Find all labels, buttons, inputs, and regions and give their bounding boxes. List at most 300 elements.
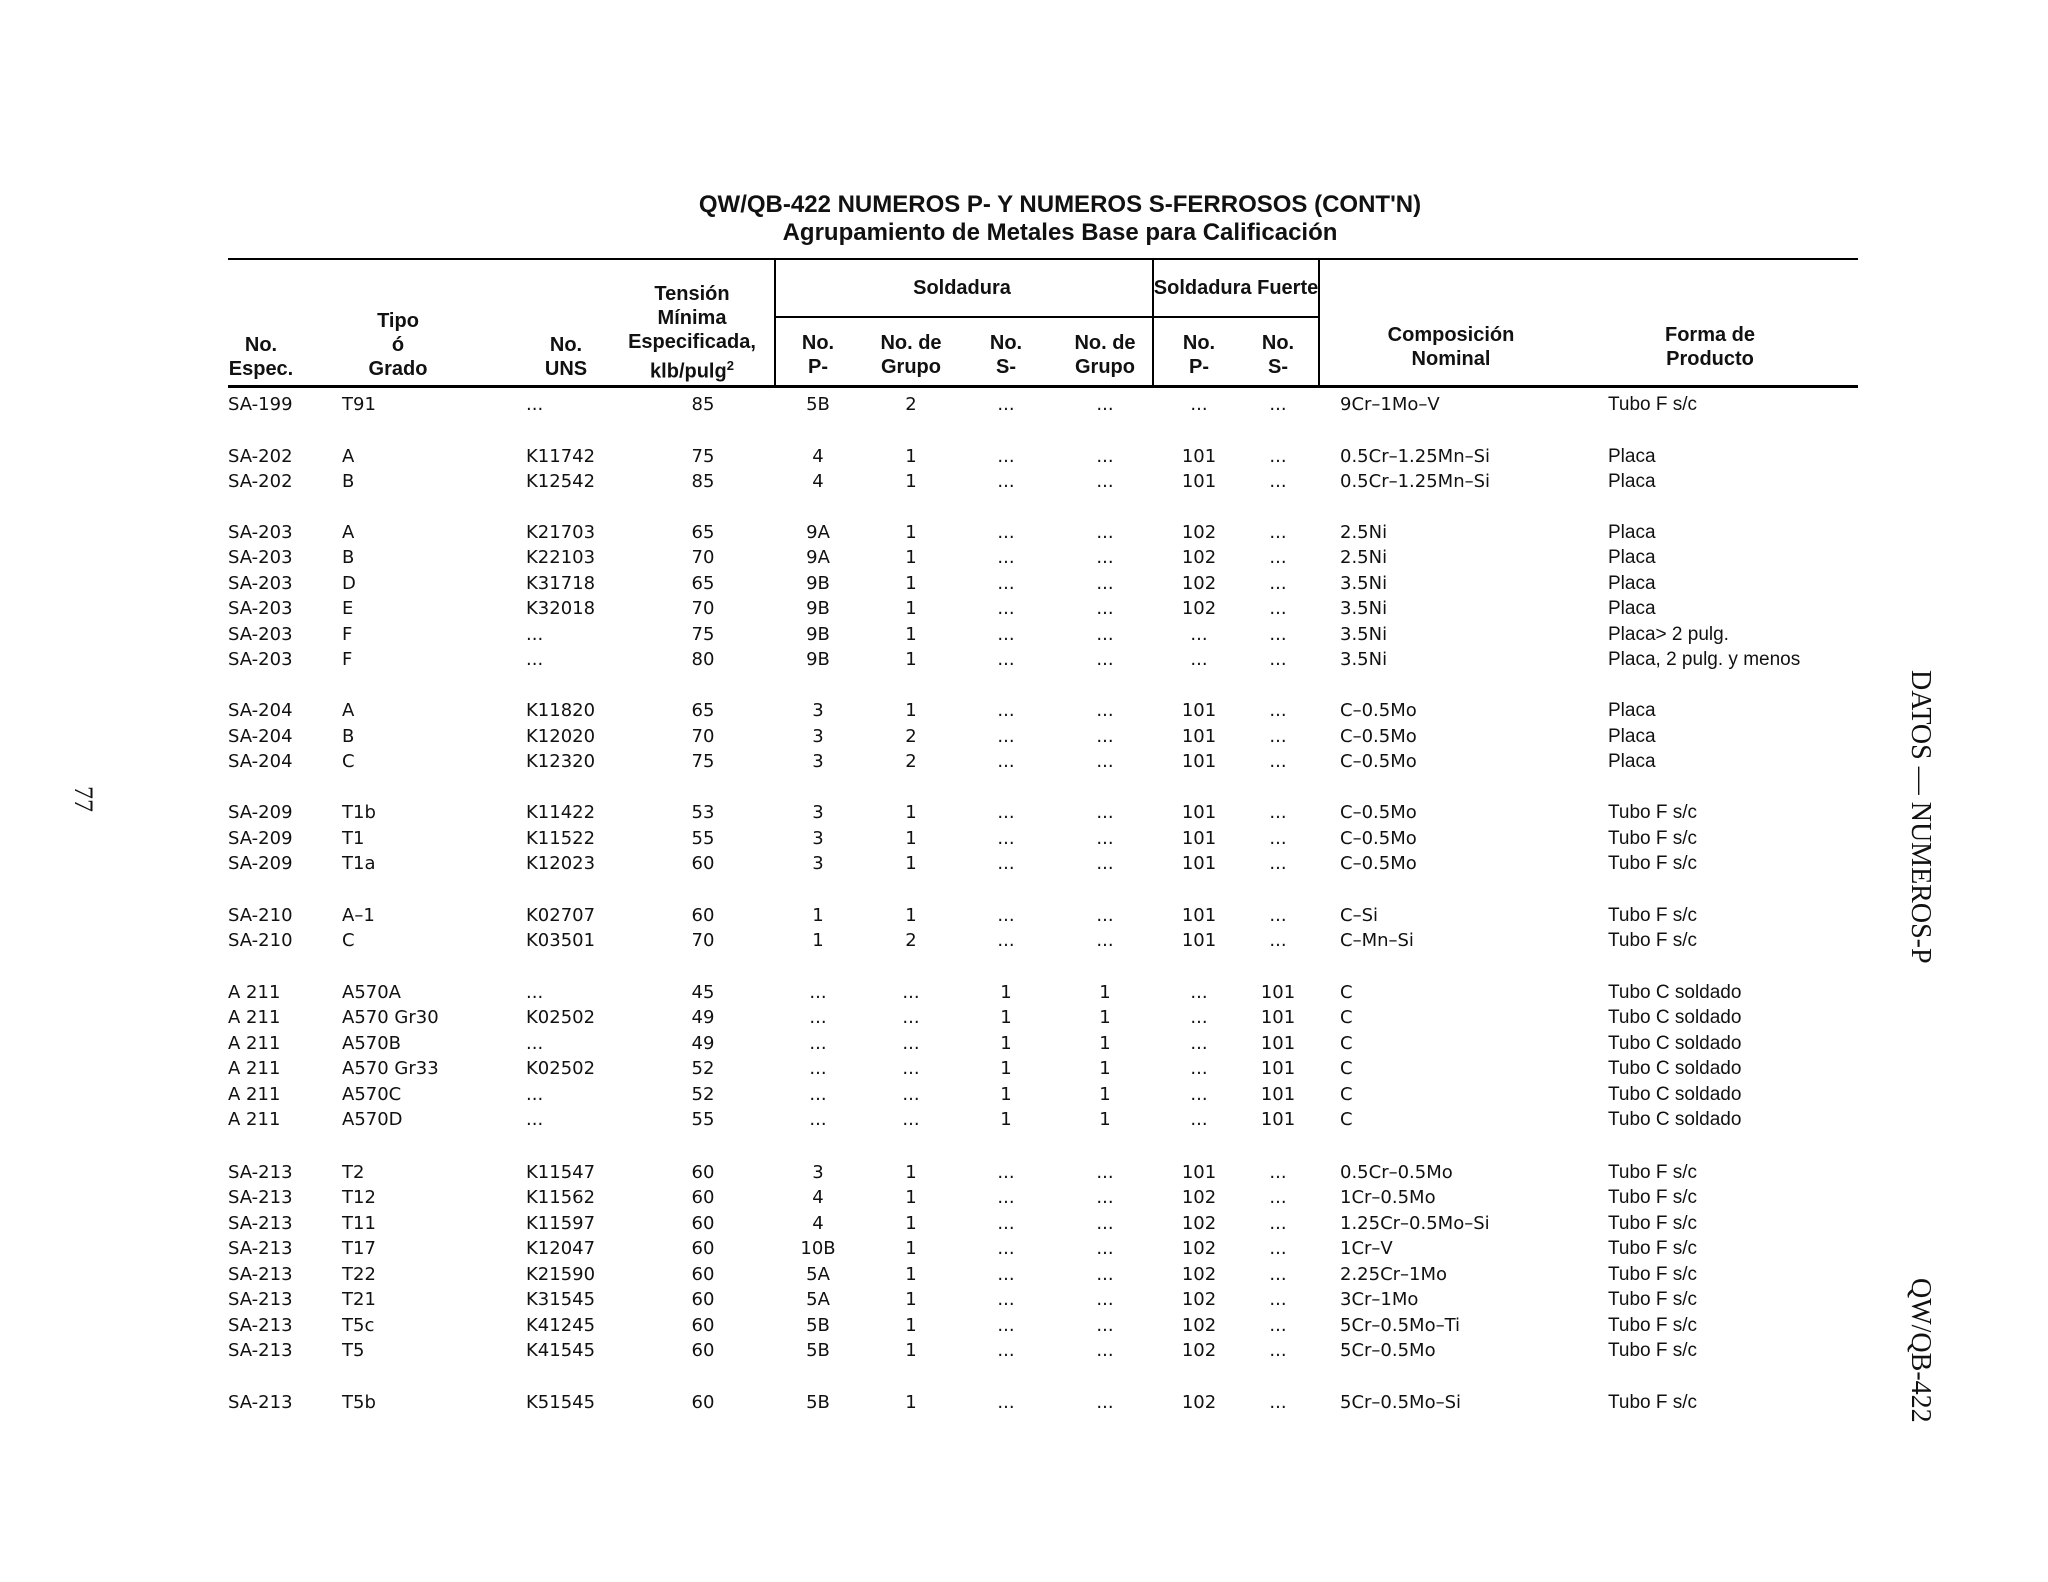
cell-composition: 1.25Cr–0.5Mo–Si [1340, 1213, 1490, 1234]
cell-type: C [342, 930, 355, 951]
cell-braze-s: ... [1269, 1187, 1287, 1208]
cell-weld-s: ... [997, 522, 1015, 543]
table-row [0, 826, 1900, 852]
cell-spec: SA-213 [228, 1187, 293, 1208]
cell-braze-p: 102 [1181, 598, 1217, 619]
cell-product-form: Placa [1608, 751, 1656, 772]
cell-product-form: Placa [1608, 547, 1656, 568]
cell-product-form: Tubo F s/c [1608, 1289, 1698, 1310]
cell-spec: SA-203 [228, 522, 293, 543]
cell-braze-p: ... [1190, 1033, 1208, 1054]
cell-braze-p: 101 [1181, 828, 1217, 849]
cell-weld-s-group: ... [1096, 930, 1114, 951]
cell-weld-p-group: 1 [905, 1238, 917, 1259]
cell-type: A570B [342, 1033, 402, 1054]
cell-uns: K21590 [526, 1264, 596, 1285]
table-row [0, 1082, 1900, 1108]
cell-weld-p: 4 [812, 471, 824, 492]
cell-tension: 75 [691, 624, 715, 645]
table-row [0, 1211, 1900, 1237]
cell-weld-s-group: ... [1096, 1213, 1114, 1234]
header-top-rule [228, 258, 1858, 260]
cell-weld-s-group: 1 [1099, 982, 1111, 1003]
cell-type: A570D [342, 1109, 403, 1130]
cell-weld-p-group: 2 [905, 751, 917, 772]
cell-type: T21 [342, 1289, 376, 1310]
cell-braze-s: ... [1269, 1264, 1287, 1285]
cell-braze-s: ... [1269, 522, 1287, 543]
cell-weld-p-group: ... [902, 982, 920, 1003]
cell-tension: 52 [691, 1058, 715, 1079]
cell-weld-p: ... [809, 1058, 827, 1079]
cell-weld-p: 9B [806, 598, 830, 619]
cell-spec: SA-213 [228, 1315, 293, 1336]
cell-weld-s-group: 1 [1099, 1084, 1111, 1105]
cell-weld-s: ... [997, 394, 1015, 415]
cell-braze-s: ... [1269, 1238, 1287, 1259]
cell-weld-p-group: 1 [905, 446, 917, 467]
cell-product-form: Tubo F s/c [1608, 1187, 1698, 1208]
cell-weld-p-group: 1 [905, 853, 917, 874]
cell-braze-p: ... [1190, 394, 1208, 415]
cell-composition: 5Cr–0.5Mo [1340, 1340, 1436, 1361]
cell-weld-p: 9A [806, 547, 830, 568]
cell-uns: K11522 [526, 828, 596, 849]
cell-weld-p: 5B [806, 1315, 830, 1336]
table-row [0, 545, 1900, 571]
cell-braze-p: 101 [1181, 751, 1217, 772]
header-braze-s: No. S- [1261, 332, 1295, 378]
cell-spec: SA-203 [228, 624, 293, 645]
table-row [0, 928, 1900, 954]
cell-braze-p: 101 [1181, 853, 1217, 874]
cell-tension: 55 [691, 828, 715, 849]
cell-tension: 65 [691, 573, 715, 594]
cell-weld-s-group: ... [1096, 522, 1114, 543]
cell-tension: 60 [691, 1392, 715, 1413]
cell-braze-s: ... [1269, 853, 1287, 874]
header-weld-p: No. P- [801, 332, 835, 378]
cell-tension: 60 [691, 1289, 715, 1310]
cell-composition: C–0.5Mo [1340, 802, 1417, 823]
cell-weld-s-group: ... [1096, 828, 1114, 849]
divider-soldadura-left [774, 259, 776, 386]
table-row [0, 724, 1900, 750]
cell-weld-p: 3 [812, 700, 824, 721]
cell-braze-p: 102 [1181, 1340, 1217, 1361]
cell-weld-s: ... [997, 547, 1015, 568]
cell-weld-s: 1 [1000, 1109, 1012, 1130]
cell-type: B [342, 726, 355, 747]
cell-product-form: Tubo C soldado [1608, 982, 1742, 1003]
cell-weld-s: 1 [1000, 1084, 1012, 1105]
cell-product-form: Tubo F s/c [1608, 1238, 1698, 1259]
cell-tension: 75 [691, 446, 715, 467]
header-soldadura-fuerte: Soldadura Fuerte [1153, 277, 1319, 299]
cell-braze-p: ... [1190, 982, 1208, 1003]
table-row [0, 1390, 1900, 1416]
table-row [0, 1262, 1900, 1288]
cell-weld-p: 4 [812, 1187, 824, 1208]
cell-weld-p-group: 2 [905, 930, 917, 951]
cell-weld-s-group: ... [1096, 726, 1114, 747]
cell-braze-s: ... [1269, 446, 1287, 467]
cell-composition: 2.5Ni [1340, 547, 1388, 568]
cell-product-form: Placa [1608, 700, 1656, 721]
table-row [0, 698, 1900, 724]
cell-composition: 0.5Cr–1.25Mn–Si [1340, 446, 1491, 467]
cell-weld-s: ... [997, 726, 1015, 747]
cell-type: A570 Gr30 [342, 1007, 439, 1028]
cell-braze-p: 101 [1181, 471, 1217, 492]
table-row [0, 392, 1900, 418]
cell-weld-s: ... [997, 802, 1015, 823]
cell-weld-s-group: 1 [1099, 1033, 1111, 1054]
cell-composition: 2.5Ni [1340, 522, 1388, 543]
table-row [0, 622, 1900, 648]
cell-composition: 1Cr–V [1340, 1238, 1393, 1259]
cell-weld-s: 1 [1000, 1058, 1012, 1079]
cell-weld-p-group: 1 [905, 1289, 917, 1310]
cell-braze-p: 101 [1181, 446, 1217, 467]
cell-composition: 3.5Ni [1340, 624, 1388, 645]
cell-weld-s: ... [997, 1213, 1015, 1234]
cell-spec: SA-202 [228, 471, 293, 492]
cell-braze-p: ... [1190, 1058, 1208, 1079]
cell-uns: K51545 [526, 1392, 596, 1413]
cell-spec: SA-203 [228, 649, 293, 670]
cell-weld-s-group: 1 [1099, 1058, 1111, 1079]
cell-product-form: Tubo C soldado [1608, 1033, 1742, 1054]
cell-braze-s: ... [1269, 1213, 1287, 1234]
table-row [0, 444, 1900, 470]
cell-composition: C–Mn–Si [1340, 930, 1414, 951]
cell-weld-p: 3 [812, 853, 824, 874]
cell-braze-p: 101 [1181, 700, 1217, 721]
table-row [0, 1031, 1900, 1057]
cell-product-form: Tubo F s/c [1608, 802, 1698, 823]
cell-uns: K02502 [526, 1058, 596, 1079]
cell-spec: SA-204 [228, 751, 293, 772]
cell-braze-p: ... [1190, 1007, 1208, 1028]
table-row [0, 749, 1900, 775]
cell-weld-s-group: ... [1096, 853, 1114, 874]
cell-type: B [342, 471, 355, 492]
cell-uns: K12320 [526, 751, 596, 772]
cell-tension: 60 [691, 1238, 715, 1259]
cell-uns: K31718 [526, 573, 596, 594]
cell-weld-p: 5B [806, 1392, 830, 1413]
cell-product-form: Tubo F s/c [1608, 1264, 1698, 1285]
cell-tension: 60 [691, 1162, 715, 1183]
cell-weld-p: 3 [812, 802, 824, 823]
cell-type: T1b [342, 802, 376, 823]
cell-type: A570 Gr33 [342, 1058, 439, 1079]
cell-product-form: Tubo C soldado [1608, 1084, 1742, 1105]
cell-composition: 3.5Ni [1340, 649, 1388, 670]
cell-uns: ... [526, 1033, 544, 1054]
cell-product-form: Placa [1608, 522, 1656, 543]
cell-type: T5b [342, 1392, 376, 1413]
cell-type: T91 [342, 394, 376, 415]
cell-weld-p-group: 1 [905, 573, 917, 594]
cell-uns: K21703 [526, 522, 596, 543]
cell-weld-p: 9B [806, 649, 830, 670]
cell-type: F [342, 624, 353, 645]
cell-braze-p: 102 [1181, 1238, 1217, 1259]
cell-composition: 0.5Cr–0.5Mo [1340, 1162, 1453, 1183]
cell-tension: 70 [691, 547, 715, 568]
cell-braze-p: 101 [1181, 905, 1217, 926]
cell-tension: 75 [691, 751, 715, 772]
cell-product-form: Tubo F s/c [1608, 1315, 1698, 1336]
cell-uns: K41245 [526, 1315, 596, 1336]
cell-weld-s-group: ... [1096, 547, 1114, 568]
cell-braze-p: 102 [1181, 1392, 1217, 1413]
cell-braze-s: ... [1269, 700, 1287, 721]
cell-product-form: Placa [1608, 598, 1656, 619]
cell-uns: ... [526, 1109, 544, 1130]
cell-spec: A 211 [228, 982, 281, 1003]
header-type: Tipo ó Grado [368, 310, 428, 380]
cell-spec: SA-204 [228, 726, 293, 747]
cell-weld-s: ... [997, 751, 1015, 772]
cell-tension: 55 [691, 1109, 715, 1130]
cell-uns: K11597 [526, 1213, 596, 1234]
header-product-form: Forma de Producto [1664, 324, 1756, 370]
cell-braze-p: 101 [1181, 1162, 1217, 1183]
cell-product-form: Tubo F s/c [1608, 1162, 1698, 1183]
cell-spec: A 211 [228, 1084, 281, 1105]
cell-spec: SA-203 [228, 547, 293, 568]
cell-composition: C [1340, 982, 1353, 1003]
cell-braze-p: ... [1190, 649, 1208, 670]
cell-tension: 60 [691, 853, 715, 874]
cell-tension: 65 [691, 700, 715, 721]
cell-weld-p-group: 1 [905, 828, 917, 849]
cell-product-form: Tubo C soldado [1608, 1058, 1742, 1079]
cell-spec: A 211 [228, 1007, 281, 1028]
table-row [0, 1005, 1900, 1031]
header-weld-p-group: No. de Grupo [880, 332, 942, 378]
cell-weld-p: 5B [806, 1340, 830, 1361]
cell-spec: SA-209 [228, 853, 293, 874]
cell-composition: C–0.5Mo [1340, 751, 1417, 772]
cell-composition: 0.5Cr–1.25Mn–Si [1340, 471, 1491, 492]
cell-weld-s-group: ... [1096, 573, 1114, 594]
cell-braze-p: 102 [1181, 522, 1217, 543]
cell-spec: A 211 [228, 1033, 281, 1054]
cell-spec: SA-203 [228, 573, 293, 594]
cell-product-form: Placa [1608, 446, 1656, 467]
cell-composition: 3.5Ni [1340, 598, 1388, 619]
cell-uns: K22103 [526, 547, 596, 568]
cell-braze-p: 102 [1181, 1289, 1217, 1310]
cell-braze-s: ... [1269, 802, 1287, 823]
cell-product-form: Placa [1608, 726, 1656, 747]
cell-weld-s-group: ... [1096, 700, 1114, 721]
cell-weld-p: 3 [812, 751, 824, 772]
cell-weld-p-group: ... [902, 1084, 920, 1105]
cell-tension: 65 [691, 522, 715, 543]
cell-spec: SA-210 [228, 905, 293, 926]
cell-tension: 70 [691, 726, 715, 747]
cell-weld-p-group: 1 [905, 1264, 917, 1285]
cell-weld-s-group: ... [1096, 649, 1114, 670]
cell-braze-s: 101 [1260, 1058, 1296, 1079]
cell-weld-s-group: ... [1096, 624, 1114, 645]
cell-uns: K02707 [526, 905, 596, 926]
cell-type: T1a [342, 853, 376, 874]
cell-type: T5c [342, 1315, 375, 1336]
cell-type: C [342, 751, 355, 772]
cell-weld-s-group: ... [1096, 905, 1114, 926]
cell-uns: K11820 [526, 700, 596, 721]
cell-braze-s: ... [1269, 1315, 1287, 1336]
cell-braze-s: ... [1269, 1289, 1287, 1310]
cell-composition: C–Si [1340, 905, 1378, 926]
cell-product-form: Tubo F s/c [1608, 853, 1698, 874]
cell-weld-s-group: ... [1096, 1187, 1114, 1208]
header-weld-s-group: No. de Grupo [1074, 332, 1136, 378]
cell-type: T1 [342, 828, 365, 849]
cell-uns: K12023 [526, 853, 596, 874]
cell-weld-s-group: ... [1096, 1264, 1114, 1285]
cell-weld-p-group: 1 [905, 1213, 917, 1234]
cell-spec: SA-213 [228, 1289, 293, 1310]
cell-composition: C [1340, 1007, 1353, 1028]
cell-tension: 85 [691, 471, 715, 492]
cell-weld-p-group: 1 [905, 1187, 917, 1208]
cell-composition: C–0.5Mo [1340, 700, 1417, 721]
cell-uns: ... [526, 394, 544, 415]
cell-braze-s: ... [1269, 1340, 1287, 1361]
cell-composition: 3Cr–1Mo [1340, 1289, 1419, 1310]
cell-composition: 1Cr–0.5Mo [1340, 1187, 1436, 1208]
cell-type: D [342, 573, 356, 594]
cell-weld-s-group: ... [1096, 1315, 1114, 1336]
header-tension: Tensión Mínima Especificada, klb/pulg$^2$ [628, 283, 756, 383]
cell-weld-p-group: 1 [905, 649, 917, 670]
table-row [0, 647, 1900, 673]
cell-composition: C [1340, 1033, 1353, 1054]
cell-braze-s: 101 [1260, 1084, 1296, 1105]
header-braze-p: No. P- [1182, 332, 1216, 378]
header-uns: No. UNS [544, 334, 588, 380]
table-row [0, 1185, 1900, 1211]
cell-type: B [342, 547, 355, 568]
side-section-number: QW/QB-422 [1905, 1278, 1936, 1423]
cell-weld-s-group: ... [1096, 446, 1114, 467]
table-row [0, 596, 1900, 622]
cell-type: T22 [342, 1264, 376, 1285]
cell-weld-p-group: 1 [905, 1162, 917, 1183]
cell-weld-p-group: 1 [905, 522, 917, 543]
cell-type: T2 [342, 1162, 365, 1183]
cell-braze-s: ... [1269, 471, 1287, 492]
cell-weld-p: 1 [812, 930, 824, 951]
cell-braze-s: ... [1269, 547, 1287, 568]
table-row [0, 571, 1900, 597]
cell-uns: K12020 [526, 726, 596, 747]
cell-braze-p: 101 [1181, 802, 1217, 823]
cell-weld-p-group: 1 [905, 471, 917, 492]
cell-spec: SA-213 [228, 1392, 293, 1413]
cell-braze-p: 102 [1181, 547, 1217, 568]
cell-type: A [342, 522, 355, 543]
cell-weld-p-group: 1 [905, 905, 917, 926]
table-row [0, 851, 1900, 877]
cell-spec: SA-209 [228, 802, 293, 823]
table-row [0, 1236, 1900, 1262]
cell-product-form: Tubo F s/c [1608, 828, 1698, 849]
cell-weld-p: 5B [806, 394, 830, 415]
cell-tension: 70 [691, 598, 715, 619]
page-number: 77 [69, 786, 98, 812]
cell-braze-p: 101 [1181, 930, 1217, 951]
cell-weld-p-group: 2 [905, 394, 917, 415]
cell-product-form: Tubo F s/c [1608, 1392, 1698, 1413]
side-running-head: DATOS — NUMEROS-P [1905, 670, 1936, 964]
cell-uns: K11547 [526, 1162, 596, 1183]
cell-weld-p-group: ... [902, 1109, 920, 1130]
cell-braze-p: 102 [1181, 1264, 1217, 1285]
cell-spec: SA-199 [228, 394, 293, 415]
cell-spec: SA-204 [228, 700, 293, 721]
header-weld-s: No. S- [989, 332, 1023, 378]
cell-tension: 80 [691, 649, 715, 670]
cell-weld-s-group: 1 [1099, 1109, 1111, 1130]
cell-weld-s-group: ... [1096, 1340, 1114, 1361]
cell-uns: ... [526, 982, 544, 1003]
cell-braze-s: ... [1269, 1392, 1287, 1413]
cell-braze-p: 101 [1181, 726, 1217, 747]
cell-product-form: Placa, 2 pulg. y menos [1608, 649, 1801, 670]
cell-tension: 85 [691, 394, 715, 415]
cell-braze-s: 101 [1260, 1033, 1296, 1054]
cell-weld-p: 3 [812, 726, 824, 747]
cell-spec: SA-213 [228, 1162, 293, 1183]
cell-product-form: Placa [1608, 471, 1656, 492]
cell-weld-p-group: 1 [905, 547, 917, 568]
cell-weld-s: ... [997, 446, 1015, 467]
cell-type: A [342, 446, 355, 467]
cell-tension: 53 [691, 802, 715, 823]
cell-weld-s: ... [997, 930, 1015, 951]
cell-spec: A 211 [228, 1109, 281, 1130]
cell-product-form: Tubo F s/c [1608, 1340, 1698, 1361]
cell-type: A570C [342, 1084, 402, 1105]
cell-weld-p: 5A [806, 1289, 830, 1310]
header-soldadura: Soldadura [913, 277, 1011, 299]
cell-weld-p: 4 [812, 1213, 824, 1234]
cell-spec: SA-209 [228, 828, 293, 849]
cell-weld-s: ... [997, 853, 1015, 874]
cell-braze-s: ... [1269, 394, 1287, 415]
cell-braze-p: 102 [1181, 573, 1217, 594]
cell-weld-s: ... [997, 1264, 1015, 1285]
table-title: QW/QB-422 NUMEROS P- Y NUMEROS S-FERROSOS (CONT'N) [698, 191, 1422, 218]
cell-type: F [342, 649, 353, 670]
cell-type: T5 [342, 1340, 365, 1361]
cell-product-form: Tubo F s/c [1608, 905, 1698, 926]
cell-uns: ... [526, 649, 544, 670]
table-row [0, 520, 1900, 546]
cell-tension: 52 [691, 1084, 715, 1105]
header-bottom-rule [228, 385, 1858, 388]
cell-braze-p: ... [1190, 624, 1208, 645]
cell-composition: 2.25Cr–1Mo [1340, 1264, 1448, 1285]
